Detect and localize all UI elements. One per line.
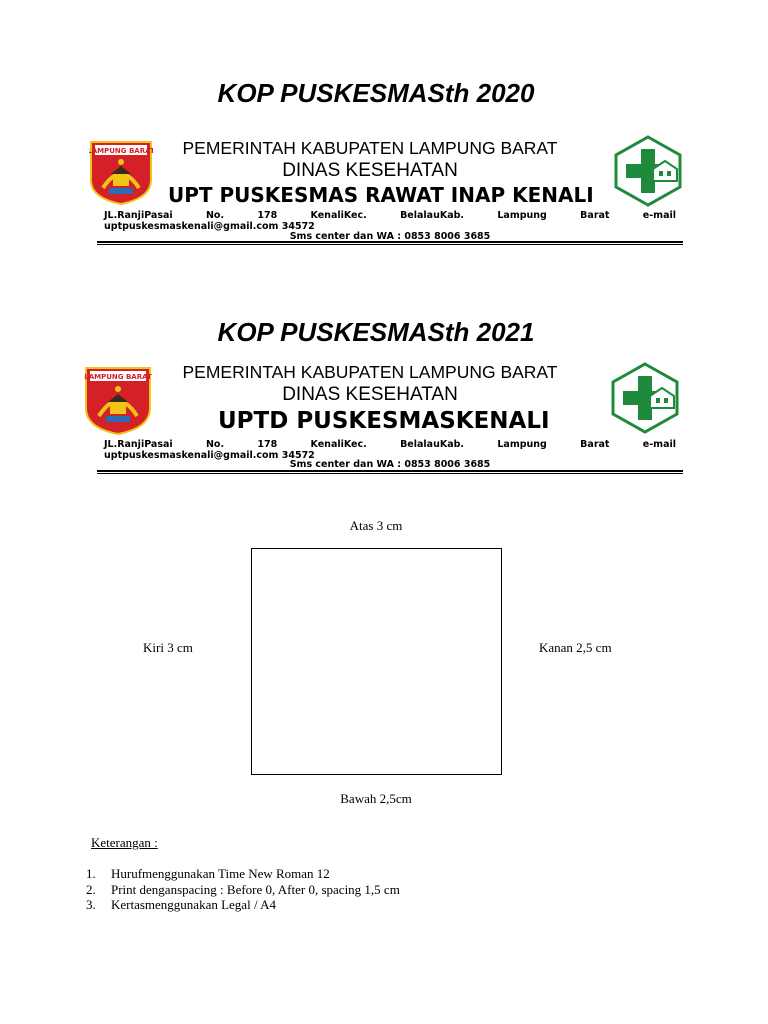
lampung-barat-crest-icon <box>89 140 153 206</box>
unit-name: UPT PUSKESMAS RAWAT INAP KENALI <box>168 183 594 207</box>
address-line: JL.RanjiPasai No. 178 KenaliKec. BelalauKab. Lampung Barat e-mail <box>104 210 676 221</box>
margin-bottom-label: Bawah 2,5cm <box>340 791 412 806</box>
margin-left-label: Kiri 3 cm <box>143 640 193 655</box>
notes-list <box>86 866 400 913</box>
notes-heading: Keterangan : <box>91 835 158 850</box>
sms-line: Sms center dan WA : 0853 8006 3685 <box>289 459 491 470</box>
page-margin-box <box>251 548 502 775</box>
health-logo-icon <box>613 135 683 207</box>
list-item: 2. Print denganspacing : Before 0, After 0, spacing 1,5 cm <box>86 881 400 897</box>
email-line: uptpuskesmaskenali@gmail.com 34572 <box>104 450 315 461</box>
address-line: JL.RanjiPasai No. 178 KenaliKec. BelalauKab. Lampung Barat e-mail <box>104 439 676 450</box>
header-divider <box>97 470 683 472</box>
crest-text: LAMPUNG BARAT <box>89 147 153 155</box>
kop-2020-title: KOP PUSKESMASth 2020 <box>217 78 535 108</box>
sms-line: Sms center dan WA : 0853 8006 3685 <box>289 231 491 242</box>
list-item: 1. Hurufmenggunakan Time New Roman 12 <box>86 866 330 881</box>
margin-right-label: Kanan 2,5 cm <box>539 640 612 655</box>
crest-text: LAMPUNG BARAT <box>84 373 152 381</box>
department-name: DINAS KESEHATAN <box>282 160 458 181</box>
kop-2021-title: KOP PUSKESMASth 2021 <box>217 317 535 347</box>
header-divider-thin <box>97 473 683 474</box>
government-name: PEMERINTAH KABUPATEN LAMPUNG BARAT <box>182 138 558 158</box>
department-name: DINAS KESEHATAN <box>282 384 458 405</box>
margin-top-label: Atas 3 cm <box>349 518 403 533</box>
health-logo-icon <box>610 362 680 434</box>
email-line: uptpuskesmaskenali@gmail.com 34572 <box>104 221 315 232</box>
header-divider <box>97 241 683 243</box>
government-name: PEMERINTAH KABUPATEN LAMPUNG BARAT <box>182 362 558 382</box>
header-divider-thin <box>97 244 683 245</box>
lampung-barat-crest-icon <box>84 366 152 436</box>
list-item: 3. Kertasmenggunakan Legal / A4 <box>86 897 276 912</box>
unit-name: UPTD PUSKESMASKENALI <box>218 408 550 434</box>
